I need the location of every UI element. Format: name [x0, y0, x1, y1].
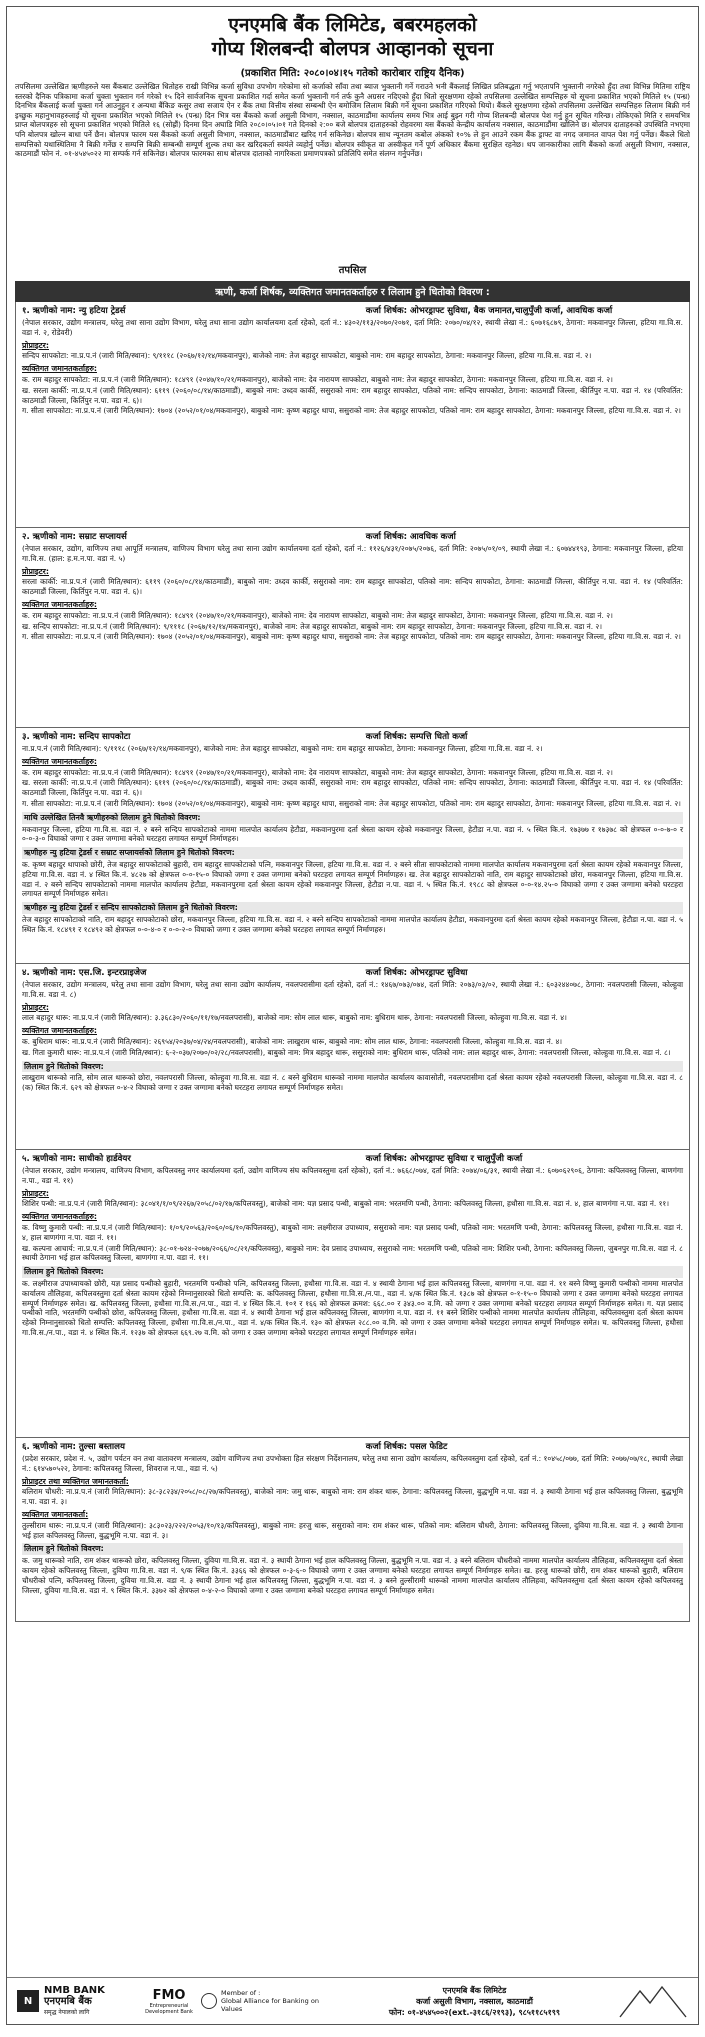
- contact-line-1: एनएमबि बैंक लिमिटेड: [442, 1985, 507, 1995]
- credit-title: कर्जा शिर्षक: आवधिक कर्जा: [365, 532, 456, 542]
- nmb-logo: [17, 1985, 137, 2018]
- guarantor-details: ग. सीता सापकोटा: ना.प्र.प.नं (जारी मिति/स्थान): १७०४ (२०५२/०१/०४/मकवानपुर), बाबुको नाम: कृष्ण बहादुर थापा, ससुराको नाम: तेज बहादुर सापकोटा, पतिको नाम: राम बहादुर सापकोटा, ठेगाना: मकवानपुर जिल्ला, हटिया गा.वि.स. वडा नं. २।: [22, 406, 681, 416]
- bank-name-en: NMB BANK: [44, 1984, 105, 1996]
- guarantor-label: व्यक्तिगत जमानतकर्ताहरु:: [22, 1212, 97, 1222]
- collateral-details: क. लक्ष्मीराज उपाध्यायको छोरी, यज्ञ प्रसाद पन्थीको बुहारी, भरतमणि पन्थीको पत्नि, कपिलवस्तु जिल्ला, हथौसा गा.वि.स. वडा नं. ४ स्थायी ठेगाना भई हाल कपिलवस्तु जिल्ला, बाणगंगा न.पा. वडा नं. ११ बस्ने विष्णु कुमारी पन्थीको नाममा मालपोत कार्यालय तौलिहवा, कपिलवस्तुमा दर्ता श्रेस्ता कायम रहेको निम्नानुसारको धितो सम्पत्ति: क. कपिलवस्तु जिल्ला, हथौसा गा.वि.स./न.पा., वडा नं. ४/क स्थित कि.नं. १३८७ को क्षेत्रफल ०-१-१५-० विघाको जग्गा र उक्त जग्गामा बनेको घरटहरा लगायत सम्पूर्ण निर्माणहरु समेत। ख. कपिलवस्तु जिल्ला, हथौसा गा.वि.स./न.पा., वडा नं. ४ स्थित कि.नं. १०१ र १६६ को क्षेत्रफल क्रमश: ६६८.०० र ३४३.०० व.मि. को जग्गा र उक्त जग्गामा बनेको घरटहरा लगायत सम्पूर्ण निर्माणहरु समेत। ग. यज्ञ प्रसाद पन्थीको नाति, भरतमणि पन्थीको छोरा, कपिलवस्तु जिल्ला, हथौसा गा.वि.स. वडा नं. ४ स्थायी ठेगाना भई हाल कपिलवस्तु जिल्ला, बाणगंगा न.पा. वडा नं. ११ बस्ने शिशिर पन्थीको नाममा मालपोत कार्यालय तौलिहवा, कपिलवस्तुमा दर्ता श्रेस्ता कायम रहेको निम्नानुसारको धितो सम्पत्ति: कपिलवस्तु जिल्ला, हथौसा गा.वि.स./न.पा., वडा नं. ४/क स्थित कि.नं. १३० को क्षेत्रफल २८८.०० व.मि. को जग्गा र उक्त जग्गामा बनेको घरटहरा लगायत सम्पूर्ण निर्माणहरु समेत। घ. कपिलवस्तु जिल्ला, हथौसा गा.वि.स./न.पा., वडा नं. ४ स्थित कि.नं. १२३७ को क्षेत्रफल ६६९.२७ व.मि. को जग्गा र उक्त जग्गामा बनेको घरटहरा लगायत सम्पूर्ण निर्माणहरु समेत।: [22, 1278, 683, 1337]
- mountain-logo-icon: [618, 1983, 688, 2019]
- proprietor-details: सरला कार्की: ना.प्र.प.नं (जारी मिति/स्थान): ६११९ (२०६०/०८/१४/काठमाडौं), बाबुको नाम: उध्दव कार्की, ससुराको नाम: राम बहादुर सापकोटा, पतिको नाम: सन्दिप सापकोटा, ठेगाना: काठमाडौं जिल्ला, कीर्तिपुर न.पा. वडा नं. १४ (परिवर्तित: काठमाडौं जिल्ला, किर्तिपुर न.पा. वडा नं. ६)।: [22, 577, 683, 597]
- fmo-text: FMO: [152, 1987, 186, 2003]
- proprietor-label: प्रोप्राइटर:: [22, 1188, 49, 1198]
- debtor-block: [15, 1150, 690, 1438]
- guarantor-label: व्यक्तिगत जमानतकर्ताहरु:: [22, 756, 97, 766]
- guarantor-details: ख. गिता कुमारी थारू: ना.प्र.प.नं (जारी मिति/स्थान): ६-२-०३७/२०७०/०२/२८/नवलपरासी), बाबुको नाम: मित्र बहादुर थारू, ससुराको नाम: बुधिराम थारू, पतिको नाम: लाल बहादुर थारू, ठेगाना: नवलपरासी जिल्ला, कोल्हुवा गा.वि.स. वडा नं. ८।: [22, 1047, 671, 1057]
- guarantor-details: ख. सरला कार्की: ना.प्र.प.नं (जारी मिति/स्थान): ६११९ (२०६०/०८/१४/काठमाडौं), बाबुको नाम: उध्दव कार्की, ससुराको नाम: राम बहादुर सापकोटा, पतिको नाम: सन्दिप सापकोटा, ठेगाना: काठमाडौं जिल्ला, कीर्तिपुर न.पा. वडा नं. १४ (परिवर्तित: काठमाडौं जिल्ला, किर्तिपुर न.पा. वडा नं. ६)।: [22, 778, 683, 798]
- debtor-name: १. ऋणीको नाम: न्यु हटिया ट्रेडर्स: [22, 306, 126, 316]
- block-heading: [22, 1441, 683, 1453]
- proprietor-details: शिशिर पन्थी: ना.प्र.प.नं (जारी मिति/स्थान): ३८०४१/१/०९/२२६७/२०५८/०२/१७/कपिलवस्तु), बाजेको नाम: यज्ञ प्रसाद पन्थी, बाबुको नाम: भरतमणि पन्थी, ठेगाना: कपिलवस्तु जिल्ला, हथौसा गा.वि.स. वडा नं. ४, हाल बाणगंगा न.पा. वडा नं. ११।: [22, 1199, 670, 1209]
- guarantor-label: व्यक्तिगत जमानतकर्ताहरु:: [22, 1026, 97, 1036]
- intro-paragraph: तपसिलमा उल्लेखित ऋणीहरुले यस बैंकबाट उल्लेखित धितोहरु राखी विभिन्न कर्जा सुविधा उपभोग गरेकोमा सो कर्जाको साँवा तथा ब्याज भुक्तानी गर्ने गराउने भनी बैंकलाई लिखित प्रतिबद्धता गर्नु भएतापनि भुक्तानी नगरेको हुँदा तथा विभिन्न मितिमा राष्ट्रिय स्तरको दैनिक पत्रिकामा कर्जा चुक्ता भुक्तान गर्न गरेको १५ दिने सार्वजनिक सूचना प्रकाशित गर्दा समेत कर्जा भुक्तानी गर्न तर्फ कुनै अग्रसर नदिएको हुँदा धितो सुरक्षणमा रहेको तपसिलमा उल्लेखित सम्पत्तिहरु यो सूचना प्रकाशित भएको मितिले १५ (पन्ध्र) दिनभित्र बैंकलाई कर्जा चुक्ता गर्न आउनुहुन र अन्यथा बैंकिङ कसुर तथा सजाय ऐन र बैंक तथा वित्तीय संस्था सम्बन्धी ऐन बमोजिम लिलाम बिक्री गर्ने सूचना प्रकाशित गरिएको थियो। बैंकले सुरक्षणमा रहेको तपसिलमा उल्लेखित सम्पत्तिहरु लिलाम बिक्री गर्न इच्छुक महानुभावहरुलाई यो सूचना प्रकाशित भएको मितिले १५ (पन्ध्र) दिन भित्र यस बैंकको कर्जा असुली विभाग, नक्साल, काठमाडौंमा कार्यालय समय भित्र आई बुझ्न गरी गोप्य शिलबन्दी बोलपत्र पेश गर्नु हुन सूचित गरिन्छ। तोकिएको मिति र समयभित्र प्राप्त बोलपत्रहरु सो सूचना प्रकाशित भएको मितिले १६ (सोह्रौं) दिनमा दिन अघाडि मिति २०८०।०५।०१ गते दिनको २:०० बजे बोलपत्र दाताहरुको रोहवरमा यस बैंकको केन्द्रीय कार्यालय नक्साल, काठमाडौंमा खोलिने छ। बोलपत्र दाताहरुको उपस्थिति नभएमा पनि बोलपत्र खोल्न बाधा पर्ने छैन। बोलपत्र फारम यस बैंकको कर्जा असुली विभाग, नक्साल, काठमाडौंबाट खरिद गर्न सकिनेछ। बोलपत्र साथ न्यूनतम कबोल अंकको १०% ले हुन आउने रकम बैंक ड्राफ्ट वा नगद जमानत वापत पेश गर्नु पर्नेछ। बैंकले धितो सम्पत्तिको यथास्थितिमा नै बिक्री गर्नेछ र सम्पत्ति बिक्री सम्बन्धी सम्पूर्ण शुल्क तथा कर खरिदकर्ता स्वयंले व्यहोर्नु पर्नेछ। बोलपत्र स्वीकृत वा अस्वीकृत गर्ने पूर्ण अधिकार बैंकमा सुरक्षित रहनेछ। थप जानकारीका लागि बैंकको कर्जा असुली विभाग, नक्साल, काठमाडौं फोन नं. ०१-४५४५०२२ मा सम्पर्क गर्न सकिनेछ। बोलपत्र फारमका साथ बोलपत्र दाताको नागरिकता प्रमाणपत्रको प्रतिलिपि समेत संलग्न गर्नुपर्नेछ।: [15, 82, 690, 159]
- guarantor-details: क. बुधिराम थारू: ना.प्र.प.नं (जारी मिति/स्थान): २६९५४/२०३७/०४/२४/नवलपरासी), बाजेको नाम: लाखुराम थारू, बाबुको नाम: सोम लाल थारू, ठेगाना: नवलपरासी जिल्ला, कोल्हुवा गा.वि.स. वडा नं. ४।: [22, 1036, 563, 1046]
- debtor-block: [15, 528, 690, 728]
- debtor-blocks: [7, 302, 698, 1622]
- guarantor-details: तुल्सीराम थारू: ना.प्र.प.नं (जारी मिति/स्थान): ३८३०२३/२२२/२०५३/१०/१३/कपिलवस्तु), बाबुको नाम: हरजु थारू, ससुराको नाम: राम शंकर थारू, पतिको नाम: बलिराम चौधरी, ठेगाना: कपिलवस्तु जिल्ला, दुविया गा.वि.स. वडा नं. ३ स्थायी ठेगाना भई हाल कपिलवस्तु जिल्ला, बुद्धभूमि न.पा. वडा नं. ३।: [22, 1520, 683, 1540]
- bank-name-np: एनएमबि बैंक: [44, 1995, 92, 2007]
- gabv-circle-icon: [201, 1993, 217, 2009]
- gabv-name: Global Alliance for Banking on Values: [221, 1997, 319, 2013]
- guarantor-details: ख. सरला कार्की: ना.प्र.प.नं (जारी मिति/स्थान): ६११९ (२०६०/०८/१४/काठमाडौं), बाबुको नाम: उध्दव कार्की, ससुराको नाम: राम बहादुर सापकोटा, पतिको नाम: सन्दिप सापकोटा, ठेगाना: काठमाडौं जिल्ला, कीर्तिपुर न.पा. वडा नं. १४ (परिवर्तित: काठमाडौं जिल्ला, किर्तिपुर न.पा. वडा नं. ६)।: [22, 385, 683, 405]
- registration-details: (नेपाल सरकार, उद्योग मन्त्रालय, वाणिज्य विभाग, कपिलवस्तु नगर कार्यालयमा दर्ता, उद्योग वाणिज्य संघ कपिलवस्तुमा दर्ता रहेको), दर्ता नं.: ७६६८/०७४, दर्ता मिति: २०७४/०६/३१, स्थायी लेखा नं.: ६०७०६२९०६, ठेगाना: कपिलवस्तु जिल्ला, बाणगंगा न.पा., वडा नं. ११): [22, 1166, 683, 1185]
- credit-title: कर्जा शिर्षक: पसल फेडिट: [365, 1442, 448, 1452]
- fmo-subtext: Entrepreneurial Development Bank: [145, 2002, 193, 2015]
- guarantor-label: व्यक्तिगत जमानतकर्ता:: [22, 1509, 89, 1519]
- credit-title: कर्जा शिर्षक: सम्पत्ति धितो कर्जा: [365, 732, 468, 742]
- guarantor-details: ग. सीता सापकोटा: ना.प्र.प.नं (जारी मिति/स्थान): १७०४ (२०५२/०१/०४/मकवानपुर), बाबुको नाम: कृष्ण बहादुर थापा, ससुराको नाम: तेज बहादुर सापकोटा, पतिको नाम: राम बहादुर सापकोटा, ठेगाना: मकवानपुर जिल्ला, हटिया गा.वि.स. वडा नं. २।: [22, 798, 681, 808]
- guarantor-details: ख. कल्पना आचार्य: ना.प्र.प.नं (जारी मिति/स्थान): ३८-०१-७२४-२०७७/२०६६/०८/२१/कपिलवस्तु), बाबुको नाम: देव प्रसाद उपाध्याय, ससुराको नाम: भरतमणि पन्थी, पतिको नाम: शिशिर पन्थी, ठेगाना: कपिलवस्तु जिल्ला, जुबनपुर गा.वि.स. वडा नं. ८ स्थायी ठेगाना भई हाल कपिलवस्तु जिल्ला, बाणगंगा न.पा. वडा नं. ११।: [22, 1243, 683, 1263]
- debtor-name: ३. ऋणीको नाम: सन्दिप सापकोटा: [22, 732, 131, 742]
- debtor-name: ४. ऋणीको नाम: एस.जि. इन्टरप्राइजेज: [22, 968, 147, 978]
- guarantor-details: क. राम बहादुर सापकोटा: ना.प्र.प.नं (जारी मिति/स्थान): १८४९१ (२०४७/१०/२१/मकवानपुर), बाजेको नाम: देव नारायण सापकोटा, बाबुको नाम: तेज बहादुर सापकोटा, ठेगाना: मकवानपुर जिल्ला, हटिया गा.वि.स. वडा नं. २।: [22, 374, 613, 384]
- collateral-title: लिलाम हुने धितोको विवरण:: [22, 1266, 683, 1278]
- guarantor-details: क. राम बहादुर सापकोटा: ना.प्र.प.नं (जारी मिति/स्थान): १८४९१ (२०४७/१०/२१/मकवानपुर), बाजेको नाम: देव नारायण सापकोटा, बाबुको नाम: तेज बहादुर सापकोटा, ठेगाना: मकवानपुर जिल्ला, हटिया गा.वि.स. वडा नं. २।: [22, 610, 613, 620]
- guarantor-label: व्यक्तिगत जमानतकर्ताहरु:: [22, 599, 97, 609]
- collateral-details: लाखुराम थारूको नाति, सोम लाल थारूको छोरा, नवलपरासी जिल्ला, कोल्हुवा गा.वि.स. वडा नं. ८ बस्ने बुधिराम थारूको नाममा मालपोत कार्यालय कावासोती, नवलपरासीमा दर्ता श्रेस्ता कायम रहेको नवलपरासी जिल्ला, कोल्हुवा गा.वि.स. वडा नं. ८ (क) स्थित कि.नं. ६२९ को क्षेत्रफल ०-४-२ विघाको जग्गा र उक्त जग्गामा बनेको घरटहरा लगायत सम्पूर्ण निर्माणहरु समेत।: [22, 1073, 683, 1093]
- guarantor-details: ग. सीता सापकोटा: ना.प्र.प.नं (जारी मिति/स्थान): १७०४ (२०५२/०१/०४/मकवानपुर), बाबुको नाम: कृष्ण बहादुर थापा, ससुराको नाम: तेज बहादुर सापकोटा, पतिको नाम: राम बहादुर सापकोटा, ठेगाना: मकवानपुर जिल्ला, हटिया गा.वि.स. वडा नं. २।: [22, 632, 681, 642]
- footer: [7, 1977, 698, 2024]
- proprietor-label: प्रोप्राइटर:: [22, 566, 49, 576]
- bank-tagline: समृद्ध नेपालको लागि: [44, 2008, 90, 2016]
- fmo-logo: [137, 1988, 201, 2015]
- debtor-name: ६. ऋणीको नाम: तुल्सा बस्तालय: [22, 1442, 125, 1452]
- debtor-block: [15, 1438, 690, 1622]
- collateral-title: ऋणीहरु न्यु हटिया ट्रेडर्स र सन्दिप सापकोटाको लिलाम हुने धितोको विवरण:: [22, 902, 683, 914]
- credit-title: कर्जा शिर्षक: ओभरड्राफ्ट सुविधा र चालुपुँजी कर्जा: [365, 1154, 523, 1164]
- block-heading: [22, 305, 683, 317]
- proprietor-details: सन्दिप सापकोटा: ना.प्र.प.नं (जारी मिति/स्थान): ९/१११८ (२०६७/१२/१४/मकवानपुर), बाजेको नाम: तेज बहादुर सापकोटा, बाबुको नाम: राम बहादुर सापकोटा, ठेगाना: मकवानपुर जिल्ला, हटिया गा.वि.स. वडा नं. २।: [22, 351, 592, 361]
- registration-details: (प्रदेश सरकार, प्रदेश नं. ५, उद्योग पर्यटन वन तथा वातावरण मन्त्रालय, उद्योग वाणिज्य तथा उपभोक्ता हित संरक्षण निर्देशनालय, घरेलु तथा साना उद्योग कार्यालय, कपिलवस्तुमा दर्ता रहेको, दर्ता नं.: १०४५८/०७७, दर्ता मिति: २०७७/०७/१८, स्थायी लेखा नं.: ६१४५७०५२२, ठेगाना: कपिलवस्तु जिल्ला, शिवराज न.पा., वडा नं. ५): [22, 1454, 683, 1473]
- contact-info: [331, 1985, 618, 2018]
- registration-details: (नेपाल सरकार, उद्योग मन्त्रालय, घरेलु तथा साना उद्योग विभाग, घरेलु तथा साना उद्योग कार्यालयमा दर्ता रहेको, दर्ता नं.: ४३०२/११३/२०७०/२०७१, दर्ता मिति: २०७०/०४/१२, स्थायी लेखा नं.: ६०७१६८७९, ठेगाना: मकवानपुर जिल्ला, हटिया गा.वि.स. वडा नं. २, रोडेवरी): [22, 318, 683, 337]
- debtor-name: ५. ऋणीको नाम: साधीको हार्डवेयर: [22, 1154, 131, 1164]
- tapsil-heading: तपसिल: [338, 265, 367, 276]
- column-header: ऋणी, कर्जा शिर्षक, व्यक्तिगत जमानतकर्ताहरु र लिलाम हुने धितोको विवरण :: [15, 281, 690, 302]
- debtor-block: [15, 302, 690, 528]
- title-line-2: गोप्य शिलबन्दी बोलपत्र आव्हानको सूचना: [211, 38, 494, 60]
- credit-title: कर्जा शिर्षक: ओभरड्राफ्ट सुविधा, बैक जमानत,चालुपुँजी कर्जा, आवधिक कर्जा: [365, 306, 613, 316]
- proprietor-details: लाल बहादुर थारू: ना.प्र.प.नं (जारी मिति/स्थान): ३.३६८३०/२०६०/११/१७/नवलपरासी), बाजेको नाम: सोम लाल थारू, बाबुको नाम: बुधिराम थारू, ठेगाना: नवलपरासी जिल्ला, कोल्हुवा गा.वि.स. वडा नं. ४।: [22, 1013, 567, 1023]
- registration-details: (नेपाल सरकार, उद्योग, वाणिज्य तथा आपूर्ति मन्त्रालय, वाणिज्य विभाग घरेलु तथा साना उद्योग कार्यालयमा दर्ता रहेको, दर्ता नं.: ११२६/४३१/२०७५/२०७६, दर्ता मिति: २०७५/०१/०९, स्थायी लेखा नं.: ६०७४४१९३, ठेगाना: मकवानपुर जिल्ला, हटिया गा.वि.स. (हाल: ह.म.न.पा. वडा नं. ५): [22, 544, 683, 563]
- collateral-details: मकवानपुर जिल्ला, हटिया गा.वि.स. वडा नं. २ बस्ने सन्दिप सापकोटाको नाममा मालपोत कार्यालय हेटौडा, मकवानपुरमा दर्ता श्रेस्ता कायम रहेको मकवानपुर जिल्ला, हेटौडा न.पा. वडा नं. ५ स्थित कि.नं. १७३७७ र १७३७८ को क्षेत्रफल ०-०-७-० र ०-०-३-० विघाको जग्गा र उक्त जग्गामा बनेको घरटहरा लगायत सम्पूर्ण निर्माणहरु।: [22, 824, 683, 844]
- notice-page: [6, 6, 699, 2025]
- collateral-title: लिलाम हुने धितोको विवरण:: [22, 1543, 683, 1555]
- member-of-label: Member of :: [221, 1989, 261, 1997]
- guarantor-details: क. विष्णु कुमारी पन्थी: ना.प्र.प.नं (जारी मिति/स्थान): १/०९/२०५६३/२०६०/०६/१०/कपिलवस्तु), बाबुको नाम: लक्ष्मीराज उपाध्याय, ससुराको नाम: यज्ञ प्रसाद पन्थी, पतिको नाम: भरतमणि पन्थी, ठेगाना: कपिलवस्तु जिल्ला, हथौसा गा.वि.स. वडा नं. ४, हाल बाणगंगा न.पा. वडा नं. ११।: [22, 1222, 683, 1242]
- collateral-title: माथि उल्लेखित तिनवै ऋणीहरुको लिलाम हुने धितोको विवरण:: [22, 812, 683, 824]
- block-heading: [22, 967, 683, 979]
- proprietor-label: प्रोप्राइटर:: [22, 1002, 49, 1012]
- contact-line-3: फोन: ०१-४५४५००२(ext.-३१८६/२१९३), ९८५११८५१९९: [388, 2007, 561, 2017]
- collateral-details: तेज बहादुर सापकोटाको नाति, राम बहादुर सापकोटाको छोरा, मकवानपुर जिल्ला, हटिया गा.वि.स. वडा नं. २ बस्ने सन्दिप सापकोटाको नाममा मालपोत कार्यालय हेटौडा, मकवानपुरमा दर्ता श्रेस्ता कायम रहेको मकवानपुर जिल्ला, हेटौडा न.पा. वडा नं. ५ स्थित कि.नं. १८४९१ र १८४९२ को क्षेत्रफल ०-०-४-० र ०-०-२-० विघाको जग्गा र उक्त जग्गामा बनेको घरटहरा लगायत सम्पूर्ण निर्माणहरु।: [22, 914, 683, 934]
- collateral-title: ऋणीहरु न्यु हटिया ट्रेडर्स र सम्राट सप्लायर्सको लिलाम हुने धितोको विवरण:: [22, 847, 683, 859]
- debtor-block: [15, 964, 690, 1150]
- title-line-1: एनएमबि बैंक लिमिटेड, बबरमहलको: [228, 14, 477, 36]
- debtor-block: [15, 728, 690, 964]
- registration-details: ना.प्र.प.नं (जारी मिति/स्थान): ९/१११८ (२०६७/१२/१४/मकवानपुर), बाजेको नाम: तेज बहादुर सापकोटा, बाबुको नाम: राम बहादुर सापकोटा, ठेगाना: मकवानपुर जिल्ला, हटिया गा.वि.स. वडा नं. २।: [22, 744, 543, 753]
- proprietor-details: बलिराम चौधरी: ना.प्र.प.नं (जारी मिति/स्थान): ३८-३८२३४/२०५८/०८/२७/कपिलवस्तु), बाजेको नाम: जमु थारू, बाबुको नाम: राम शंकर थारू, ठेगाना: कपिलवस्तु जिल्ला, बुद्धभूमि न.पा. वडा नं. ३ स्थायी ठेगाना भई हाल कपिलवस्तु जिल्ला, बुद्धभूमि न.पा. वडा नं. ३।: [22, 1487, 683, 1507]
- guarantor-details: ख. सन्दिप सापकोटा: ना.प्र.प.नं (जारी मिति/स्थान): ९/१११८ (२०६७/१२/१४/मकवानपुर), बाजेको नाम: तेज बहादुर सापकोटा, बाबुको नाम: राम बहादुर सापकोटा, ठेगाना: मकवानपुर जिल्ला, हटिया गा.वि.स. वडा नं. २।: [22, 621, 603, 631]
- proprietor-label: प्रोप्राइटर तथा व्यक्तिगत जमानतकर्ता:: [22, 1476, 129, 1486]
- publication-date: (प्रकाशित मिति: २०८०।०४।१५ गतेको कारोबार राष्ट्रिय दैनिक): [240, 68, 465, 79]
- nmb-mark-icon: N: [17, 1990, 39, 2012]
- debtor-name: २. ऋणीको नाम: सम्राट सप्लायर्स: [22, 532, 127, 542]
- gabv-logo: [201, 1989, 331, 2013]
- collateral-title: लिलाम हुने धितोको विवरण:: [22, 1061, 683, 1073]
- guarantor-details: क. राम बहादुर सापकोटा: ना.प्र.प.नं (जारी मिति/स्थान): १८४९१ (२०४७/१०/२१/मकवानपुर), बाजेको नाम: देव नारायण सापकोटा, बाबुको नाम: तेज बहादुर सापकोटा, ठेगाना: मकवानपुर जिल्ला, हटिया गा.वि.स. वडा नं. २।: [22, 767, 613, 777]
- guarantor-label: व्यक्तिगत जमानतकर्ताहरु:: [22, 364, 97, 374]
- registration-details: (नेपाल सरकार, उद्योग मन्त्रालय, घरेलु तथा साना उद्योग विभाग, घरेलु तथा साना उद्योग कार्यालय, नवलपरासीमा दर्ता रहेको, दर्ता नं.: १४६७/०७३/०७४, दर्ता मिति: २०७३/०३/०२, स्थायी लेखा नं.: ६०३२४४०७८, ठेगाना: नवलपरासी जिल्ला, कोल्हुवा गा.वि.स. वडा नं. ८): [22, 980, 683, 999]
- contact-line-2: कर्जा असुली विभाग, नक्साल, काठमाडौं: [416, 1996, 533, 2006]
- credit-title: कर्जा शिर्षक: ओभरड्राफ्ट सुविधा: [365, 968, 468, 978]
- notice-header: [7, 7, 698, 61]
- block-heading: [22, 1153, 683, 1165]
- collateral-details: क. कृष्ण बहादुर थापाको छोरी, तेज बहादुर सापकोटाको बुहारी, राम बहादुर सापकोटाको पत्नि, मकवानपुर जिल्ला, हटिया गा.वि.स. वडा नं. २ बस्ने सीता सापकोटाको नाममा मालपोत कार्यालय मकवानपुरमा दर्ता श्रेस्ता कायम रहेको मकवानपुर जिल्ला, हटिया गा.वि.स. वडा नं. ४ स्थित कि.नं. ४८२७ को क्षेत्रफल ०-०-१५-० विघाको जग्गा र उक्त जग्गामा बनेको घरटहरा लगायत सम्पूर्ण निर्माणहरु। ख. तेज बहादुर सापकोटाको नाति, राम बहादुर सापकोटाको छोरा, मकवानपुर जिल्ला, हटिया गा.वि.स. वडा नं. २ बस्ने सन्दिप सापकोटाको नाममा मालपोत कार्यालय हेटौडा, मकवानपुरमा दर्ता श्रेस्ता कायम रहेको मकवानपुर जिल्ला, हेटौडा न.पा. वडा नं. ५ स्थित कि.नं. १९८८ को क्षेत्रफल ०-०-१४.२५-० विघाको जग्गा र उक्त जग्गामा बनेको घरटहरा लगायत सम्पूर्ण निर्माणहरु समेत।: [22, 859, 683, 899]
- block-heading: [22, 531, 683, 543]
- block-heading: [22, 731, 683, 743]
- proprietor-label: प्रोप्राइटर:: [22, 340, 49, 350]
- collateral-details: क. जमु थारूको नाति, राम शंकर थारूको छोरा, कपिलवस्तु जिल्ला, दुविया गा.वि.स. वडा नं. ३ स्थायी ठेगाना भई हाल कपिलवस्तु जिल्ला, बुद्धभूमि न.पा. वडा नं. ३ बस्ने बलिराम चौधरीको नाममा मालपोत कार्यालय तौलिहवा, कपिलवस्तुमा दर्ता श्रेस्ता कायम रहेको कपिलवस्तु जिल्ला, दुविया गा.वि.स. वडा नं. ९/क स्थित कि.नं. ३३६६ को क्षेत्रफल ०-३-६-० विघाको जग्गा र उक्त जग्गामा बनेको घरटहरा लगायत सम्पूर्ण निर्माणहरु समेत। ख. हरजु थारूको छोरी, राम शंकर थारूको बुहारी, बलिराम चौधरीको पत्नि, कपिलवस्तु जिल्ला, दुविया गा.वि.स. वडा नं. ३ स्थायी ठेगाना भई हाल कपिलवस्तु जिल्ला, बुद्धभूमि न.पा. वडा नं. ३ बस्ने तुल्सीरामी थारूको नाममा मालपोत कार्यालय तौलिहवा, कपिलवस्तुमा दर्ता श्रेस्ता कायम रहेको कपिलवस्तु जिल्ला, दुविया गा.वि.स. वडा नं. ९ स्थित कि.नं. ३३७२ को क्षेत्रफल ०-४-२-० विघाको जग्गा र उक्त जग्गामा बनेको घरटहरा लगायत सम्पूर्ण निर्माणहरु समेत।: [22, 1556, 683, 1595]
